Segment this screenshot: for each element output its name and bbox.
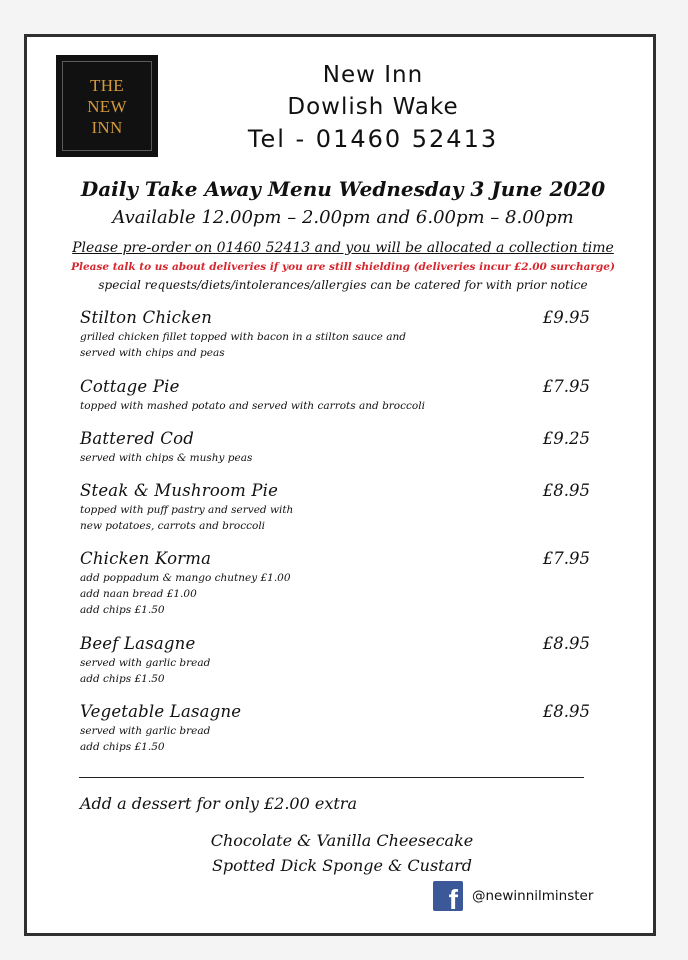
- dessert-option: Spotted Dick Sponge & Custard: [211, 856, 473, 875]
- menu-item: [80, 548, 600, 618]
- menu-item-name: Steak & Mushroom Pie: [80, 481, 279, 500]
- preorder-note: Please pre-order on 01460 52413 and you will be allocated a collection time: [72, 240, 614, 256]
- menu-item-price: £9.95: [542, 308, 590, 327]
- menu-item-price: £7.95: [542, 549, 590, 568]
- menu-item: [80, 428, 600, 466]
- menu-item-name: Stilton Chicken: [80, 308, 213, 327]
- menu-item-description: served with chips and peas: [80, 347, 225, 359]
- dessert-option: Chocolate & Vanilla Cheesecake: [210, 831, 474, 850]
- menu-item-name: Chicken Korma: [80, 549, 212, 568]
- menu-item-price: £8.95: [542, 702, 590, 721]
- menu-title: Daily Take Away Menu Wednesday 3 June 2020: [80, 177, 606, 201]
- section-divider: [79, 777, 584, 778]
- facebook-link[interactable]: [433, 881, 593, 911]
- menu-item-price: £7.95: [542, 377, 590, 396]
- menu-item-price: £8.95: [542, 481, 590, 500]
- menu-item: [80, 633, 600, 687]
- menu-item-price: £9.25: [542, 429, 590, 448]
- logo-line-2: NEW: [87, 96, 127, 116]
- dessert-offer: Add a dessert for only £2.00 extra: [80, 794, 357, 813]
- menu-item-description: topped with puff pastry and served with: [80, 504, 294, 516]
- inn-location: Dowlish Wake: [287, 94, 459, 120]
- menu-item: [80, 480, 600, 534]
- inn-name: New Inn: [322, 62, 424, 88]
- menu-item-description: add chips £1.50: [80, 604, 165, 616]
- logo-line-1: THE: [90, 75, 124, 95]
- menu-sheet: [24, 34, 656, 936]
- menu-item: [80, 701, 600, 755]
- menu-item-description: add naan bread £1.00: [80, 588, 197, 600]
- menu-item-description: add chips £1.50: [80, 741, 165, 753]
- menu-item-name: Battered Cod: [80, 429, 194, 448]
- menu-item-name: Cottage Pie: [80, 377, 180, 396]
- menu-item-description: new potatoes, carrots and broccoli: [80, 520, 266, 532]
- menu-item-description: add poppadum & mango chutney £1.00: [80, 572, 291, 584]
- logo-line-3: INN: [91, 117, 123, 137]
- menu-item-description: add chips £1.50: [80, 673, 165, 685]
- menu-item-name: Beef Lasagne: [80, 634, 196, 653]
- facebook-handle[interactable]: @newinnilminster: [472, 888, 594, 904]
- new-inn-logo: [56, 55, 158, 157]
- availability-hours: Available 12.00pm – 2.00pm and 6.00pm – 8.00pm: [112, 207, 574, 228]
- menu-item-description: served with chips & mushy peas: [80, 452, 253, 464]
- facebook-icon-letter: f: [448, 884, 458, 911]
- inn-header: [207, 59, 539, 155]
- menu-item-description: served with garlic bread: [80, 657, 211, 669]
- menu-item-price: £8.95: [542, 634, 590, 653]
- menu-item: [80, 307, 600, 361]
- menu-item-description: served with garlic bread: [80, 725, 211, 737]
- special-requests-note: special requests/diets/intolerances/allergies can be catered for with prior notice: [98, 278, 588, 292]
- menu-item: [80, 376, 600, 414]
- menu-item-description: grilled chicken fillet topped with bacon in a stilton sauce and: [80, 331, 406, 343]
- inn-telephone: Tel - 01460 52413: [247, 125, 499, 153]
- menu-item-name: Vegetable Lasagne: [80, 702, 242, 721]
- menu-item-description: topped with mashed potato and served with carrots and broccoli: [80, 400, 425, 412]
- facebook-icon: [433, 881, 463, 911]
- delivery-note: Please talk to us about deliveries if you are still shielding (deliveries incur £2.00 surcharge): [71, 261, 615, 273]
